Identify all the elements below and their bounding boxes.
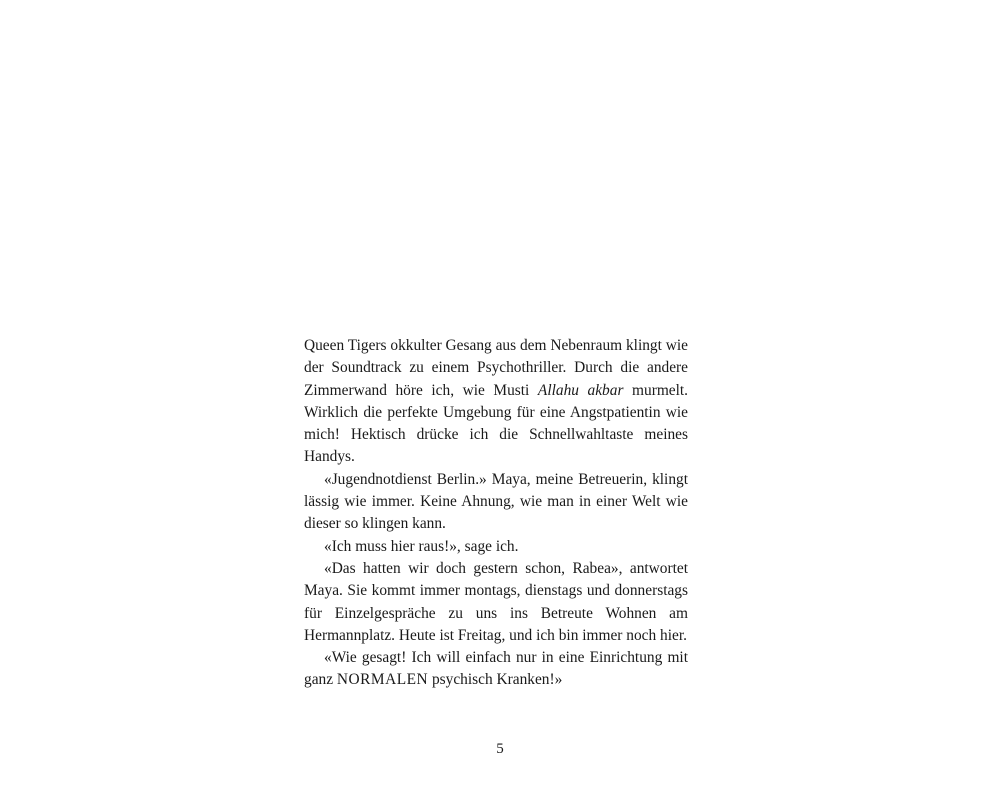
text-segment: «Jugendnotdienst Berlin.» Maya, meine Betreuerin, klingt lässig wie immer. Keine Ahnung, wie man in einer Welt wie dieser so klingen kann. [304, 470, 688, 533]
text-segment: «Ich muss hier raus!», sage ich. [324, 537, 519, 555]
small-caps-word: NORMALEN [336, 671, 429, 689]
text-segment: murmelt. Wirklich die perfekte Umgebung für eine Angstpatientin wie mich! Hektisch drücke ich die Schnellwahltaste meines Handys. [304, 381, 689, 466]
paragraph-2 [304, 469, 688, 536]
body-text [304, 335, 688, 692]
text-segment: «Wie gesagt! Ich will einfach nur in eine Einrichtung mit ganz [304, 649, 688, 689]
paragraph-5 [304, 647, 688, 692]
paragraph-4 [304, 558, 688, 647]
page-number: 5 [496, 741, 504, 757]
text-segment: Queen Tigers okkulter Gesang aus dem Nebenraum klingt wie der Soundtrack zu einem Psychothriller. Durch die andere Zimmerwand höre ich, wie Musti [304, 337, 688, 399]
text-segment: psychisch Kranken!» [428, 671, 563, 689]
text-segment: «Das hatten wir doch gestern schon, Rabea», antwortet Maya. Sie kommt immer montags, dienstags und donnerstags für Einzelgespräche zu uns ins Betreute Wohnen am Hermannplatz. Heute ist Freitag, und ich bin immer noch hier. [304, 559, 688, 644]
paragraph-1 [304, 335, 688, 469]
italic-phrase: Allahu akbar [537, 381, 624, 399]
paragraph-3 [304, 536, 688, 558]
